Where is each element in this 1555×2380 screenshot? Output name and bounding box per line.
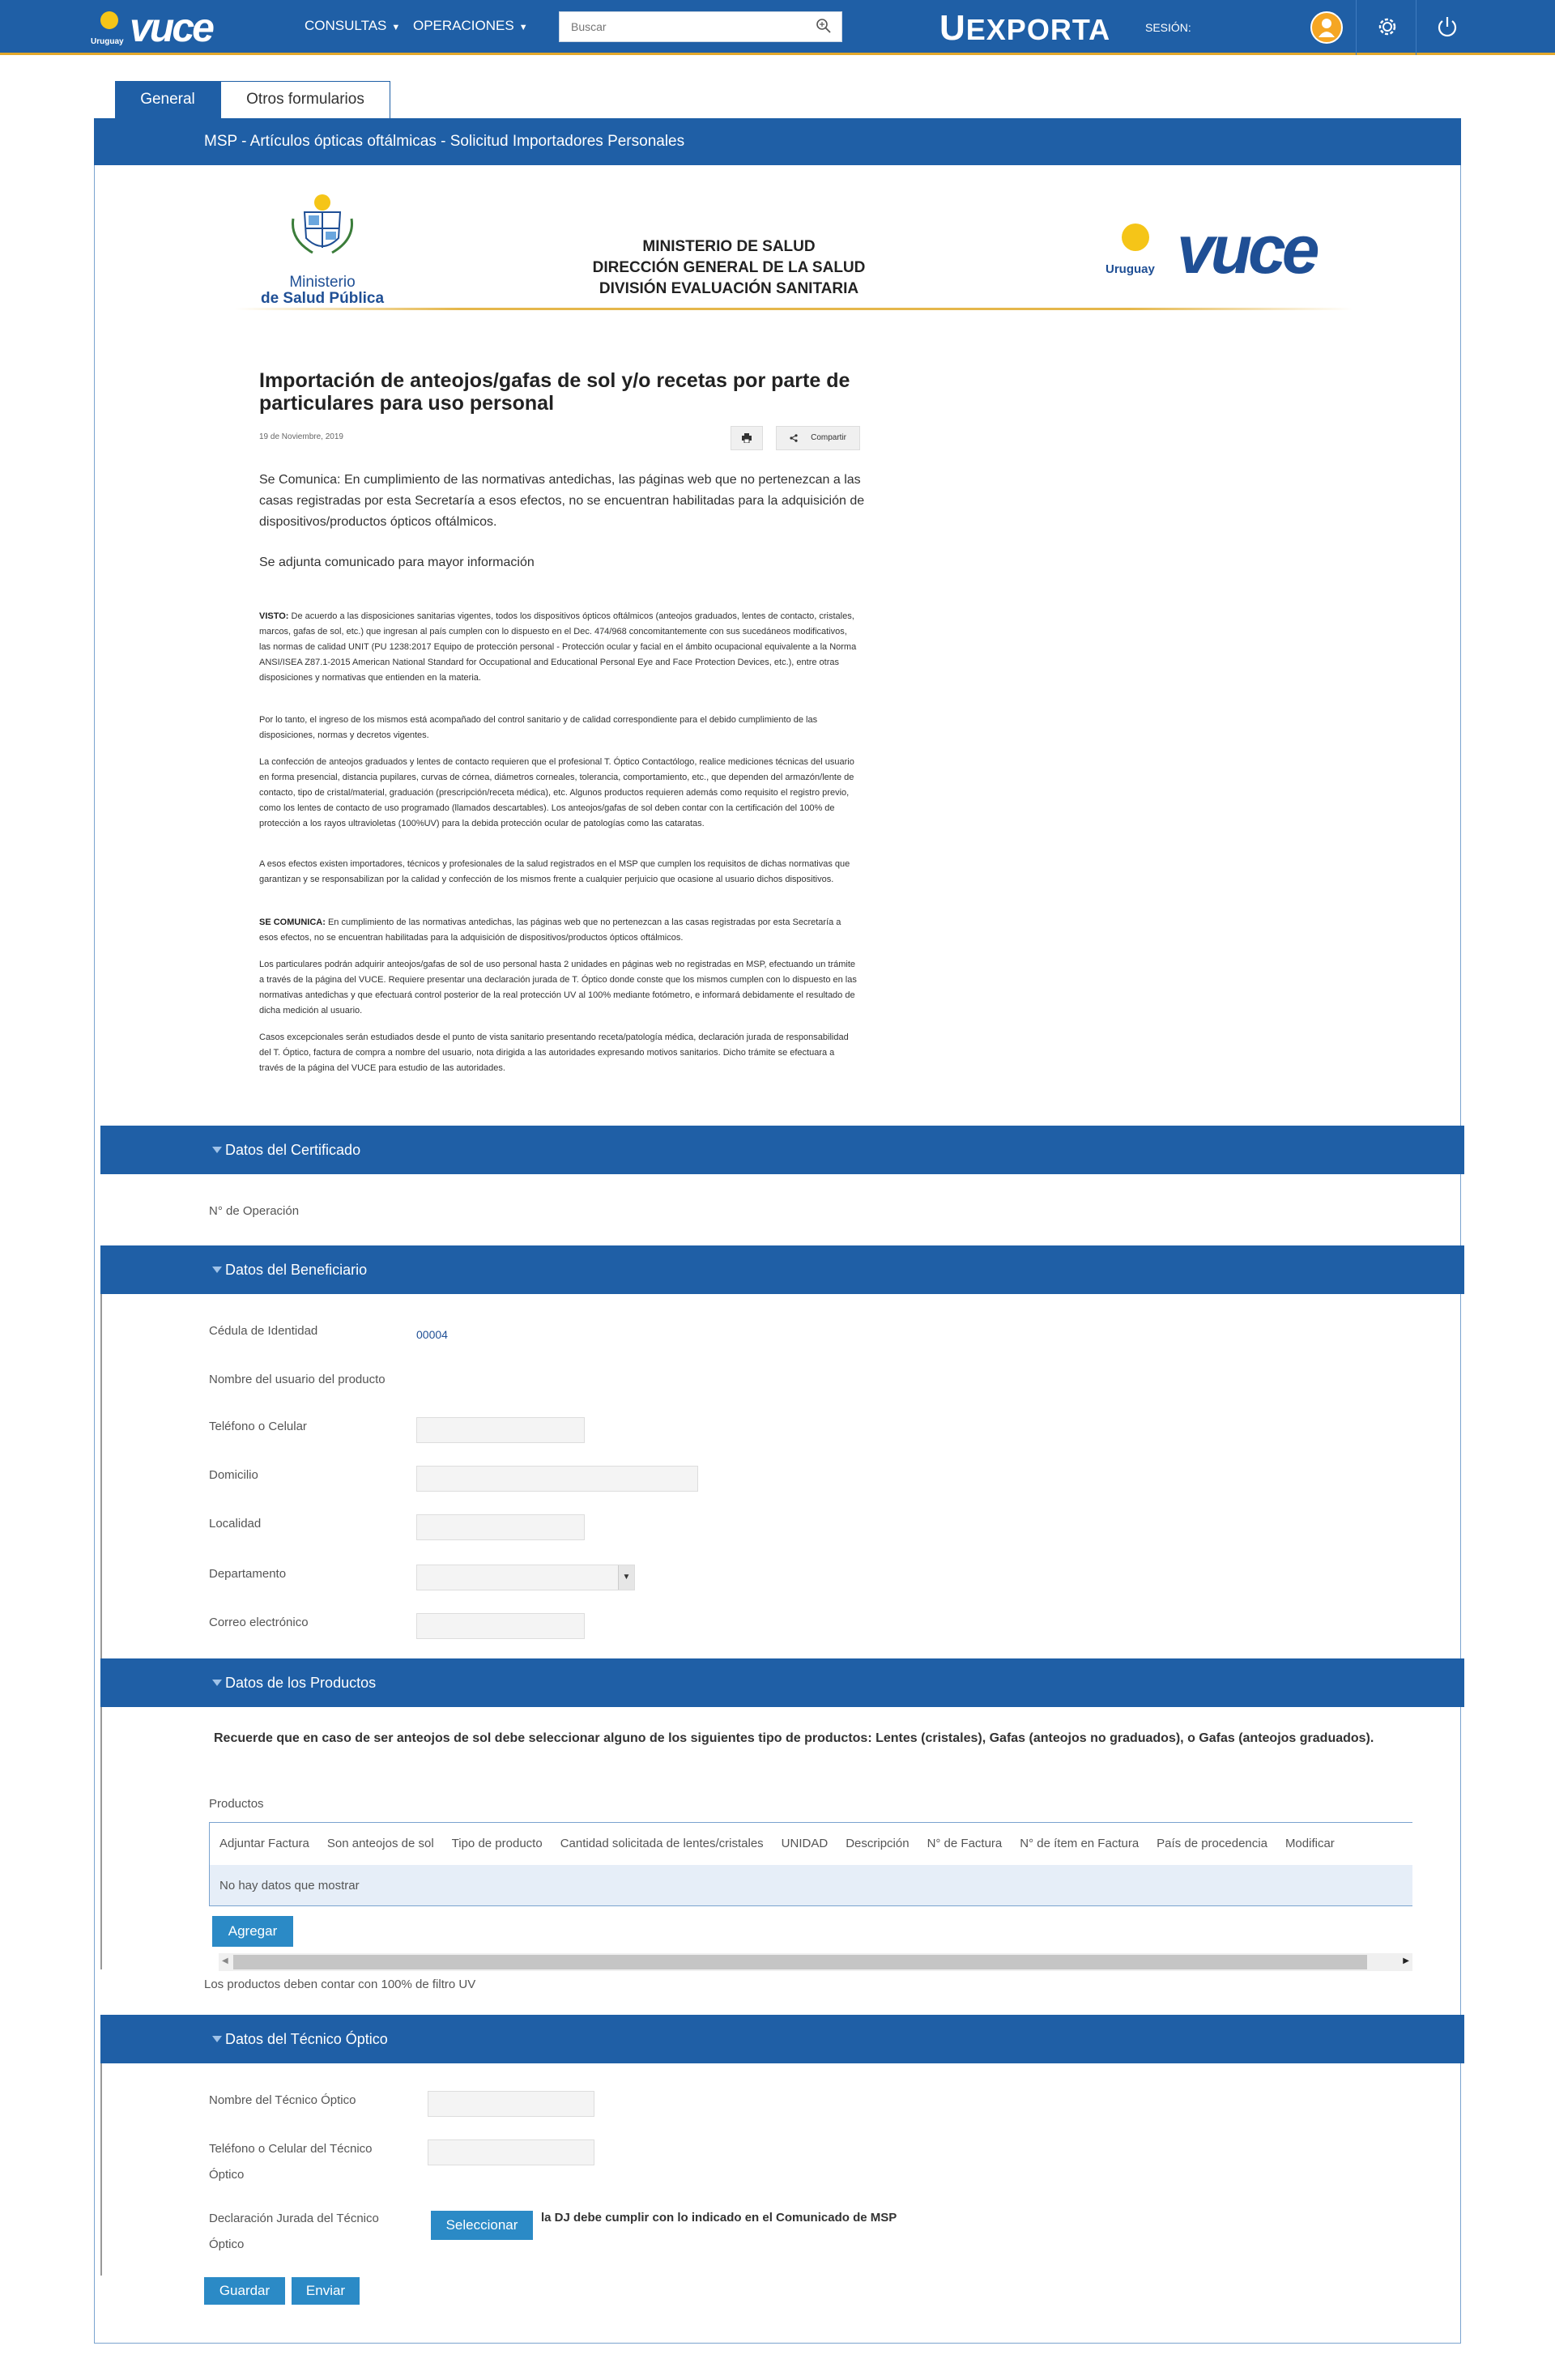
column-header[interactable]: N° de ítem en Factura xyxy=(1020,1837,1140,1850)
frame-left-edge xyxy=(100,1294,102,1662)
label-correo: Correo electrónico xyxy=(209,1616,309,1629)
divider xyxy=(1416,0,1417,55)
sun-icon xyxy=(100,11,118,29)
section-title: Datos del Certificado xyxy=(225,1142,361,1158)
menu-consultas[interactable] xyxy=(305,18,400,34)
share-label: Compartir xyxy=(811,433,846,442)
column-header[interactable]: País de procedencia xyxy=(1157,1837,1267,1850)
paragraph-6: Los particulares podrán adquirir anteojos/gafas de sol de uso personal hasta 2 unidades en páginas web no registradas en MSP, efectuando un trámite a través de la página del VUCE. Requiere presentar una declaración jurada de T. Óptico donde conste que los mismos cumplen con lo dispuesto en las normativas antedichas y que efectuará control posterior de la real protección UV al 100% mediante fotómetro, e informará debidamente el resultado de dicha medición al usuario. xyxy=(259,960,857,1015)
section-title: Datos del Técnico Óptico xyxy=(225,2031,388,2047)
visto-label: VISTO: xyxy=(259,611,289,621)
se-comunica-paragraph xyxy=(259,915,858,946)
chevron-down-icon[interactable]: ▼ xyxy=(618,1565,634,1590)
telefono-tecnico-input[interactable] xyxy=(428,2139,594,2165)
label-telefono: Teléfono o Celular xyxy=(209,1420,307,1433)
label-telefono-tecnico xyxy=(209,2136,373,2188)
collapse-triangle-icon xyxy=(212,1267,222,1273)
ministry-name-line1: Ministerio xyxy=(289,274,356,291)
productos-table xyxy=(209,1822,1412,1906)
session-label: SESIÓN: xyxy=(1145,21,1191,34)
table-empty-row: No hay datos que mostrar xyxy=(210,1865,1412,1906)
frame-left-edge xyxy=(100,1707,102,1969)
attached-note: Se adjunta comunicado para mayor información xyxy=(259,556,535,569)
table-header-row xyxy=(210,1823,1343,1865)
msp-logo xyxy=(258,186,387,308)
cedula-value: 00004 xyxy=(416,1328,448,1341)
column-header[interactable]: Descripción xyxy=(846,1837,910,1850)
seleccionar-dj-button[interactable]: Seleccionar xyxy=(431,2211,533,2240)
print-button[interactable] xyxy=(731,426,763,450)
heading-line1: MINISTERIO DE SALUD xyxy=(642,238,816,255)
label-nombre-tecnico: Nombre del Técnico Óptico xyxy=(209,2093,356,2107)
uexporta-word: EXPORTA xyxy=(965,13,1111,46)
search-input[interactable] xyxy=(560,12,803,41)
section-title: Datos del Beneficiario xyxy=(225,1262,368,1278)
coat-of-arms-icon xyxy=(288,191,356,258)
user-avatar[interactable] xyxy=(1310,11,1343,44)
visto-text: De acuerdo a las disposiciones sanitarias vigentes, todos los dispositivos ópticos oftálmicos (anteojos graduados, lentes de contacto, cristales, marcos, gafas de sol, etc.) que ingresan al país cumplen con lo dispuesto en el Dec. 474/968 concomitantemente con sus sucedáneos modificativos, las normas de calidad UNIT (PU 1238:2017 Equipo de protección personal - Protección ocular y facial en el ámbito ocupacional equivalente a la Norma ANSI/ISEA Z87.1-2015 American National Standard for Occupational and Educational Personal Eye and Face Protection Devices, etc.), entre otras disposiciones y normativas que entienden en la materia. xyxy=(259,611,857,683)
menu-operaciones[interactable] xyxy=(413,18,528,34)
document-heading xyxy=(559,236,899,300)
se-comunica-label: SE COMUNICA: xyxy=(259,918,326,927)
ministry-name-line2: de Salud Pública xyxy=(260,290,385,307)
label-line: Declaración Jurada del Técnico xyxy=(209,2212,379,2225)
nombre-tecnico-input[interactable] xyxy=(428,2091,594,2117)
dj-requirement-note: la DJ debe cumplir con lo indicado en el Comunicado de MSP xyxy=(541,2211,897,2225)
label-domicilio: Domicilio xyxy=(209,1468,258,1482)
search-icon[interactable] xyxy=(816,18,832,34)
column-header[interactable]: N° de Factura xyxy=(927,1837,1003,1850)
label-line: Óptico xyxy=(209,2237,245,2251)
telefono-input[interactable] xyxy=(416,1417,585,1443)
form-title-strip: MSP - Artículos ópticas oftálmicas - Solicitud Importadores Personales xyxy=(94,118,1461,165)
label-departamento: Departamento xyxy=(209,1567,287,1581)
label-line: Teléfono o Celular del Técnico xyxy=(209,2142,373,2156)
label-localidad: Localidad xyxy=(209,1517,262,1531)
document-header xyxy=(211,186,1353,308)
label-line: Óptico xyxy=(209,2168,245,2182)
vuce-wordmark: vuce xyxy=(1177,211,1316,287)
label-nombre-usuario: Nombre del usuario del producto xyxy=(209,1373,386,1386)
settings-gear-icon[interactable] xyxy=(1374,13,1401,40)
column-header[interactable]: Son anteojos de sol xyxy=(326,1837,434,1850)
section-header-tecnico[interactable] xyxy=(100,2015,1464,2063)
article-title: Importación de anteojos/gafas de sol y/o recetas por parte de particulares para uso personal xyxy=(259,369,850,415)
departamento-select[interactable] xyxy=(416,1565,635,1590)
logo-wordmark: vuce xyxy=(130,5,212,50)
collapse-triangle-icon xyxy=(212,1680,222,1686)
heading-line3: DIVISIÓN EVALUACIÓN SANITARIA xyxy=(599,280,859,297)
correo-input[interactable] xyxy=(416,1613,585,1639)
scroll-left-icon[interactable]: ◀ xyxy=(222,1956,228,1965)
power-logout-icon[interactable] xyxy=(1434,13,1461,40)
guardar-button[interactable]: Guardar xyxy=(204,2277,285,2305)
uexporta-u: U xyxy=(939,8,966,48)
label-operacion: N° de Operación xyxy=(209,1204,300,1218)
paragraph-7: Casos excepcionales serán estudiados desde el punto de vista sanitario presentando receta/patología médica, declaración jurada de responsabilidad del T. Óptico, factura de compra a nombre del usuario, nota dirigida a las autoridades expresando motivos sanitarios. Dicho trámite se efectuara a través de la página del VUCE para estudio de las autoridades. xyxy=(259,1032,849,1073)
document-gold-rule xyxy=(235,308,1353,310)
column-header[interactable]: Tipo de producto xyxy=(451,1837,543,1850)
column-header[interactable]: UNIDAD xyxy=(781,1837,829,1850)
form-frame xyxy=(94,118,1461,2344)
scrollbar-thumb[interactable] xyxy=(233,1955,1367,1969)
chevron-down-icon: ▼ xyxy=(518,23,528,32)
agregar-producto-button[interactable]: Agregar xyxy=(212,1916,293,1947)
section-header-beneficiario[interactable] xyxy=(100,1245,1464,1294)
scroll-right-icon[interactable]: ▶ xyxy=(1403,1956,1409,1965)
share-icon xyxy=(790,434,798,442)
tab-general[interactable]: General xyxy=(115,81,220,118)
paragraph-3: La confección de anteojos graduados y lentes de contacto requieren que el profesional T. Óptico Contactólogo, realice mediciones técnicas del usuario en forma presencial, distancia pupilares, curvas de córnea, diámetros corneales, tolerancia, comportamiento, etc., que dependen del armazón/lente de contacto, tipo de cristal/material, graduación (prescripción/receta médica), etc. Algunos productos requieren además como requisito el registro previo, como los lentes de contacto de uso programado (llamados descartables). Los anteojos/gafas de sol deben contar con la certificación del 100% de protección a los rayos ultravioletas (100%UV) para la debida protección ocular de patologías como las cataratas. xyxy=(259,757,854,828)
label-cedula: Cédula de Identidad xyxy=(209,1324,318,1338)
menu-consultas-label: CONSULTAS xyxy=(305,18,387,33)
table-horizontal-scrollbar[interactable] xyxy=(219,1953,1412,1971)
enviar-button[interactable]: Enviar xyxy=(292,2277,360,2305)
section-title: Datos de los Productos xyxy=(225,1675,377,1691)
vuce-region-label: Uruguay xyxy=(1106,262,1155,276)
tab-otros-formularios[interactable]: Otros formularios xyxy=(220,81,390,118)
user-icon xyxy=(1319,18,1335,37)
divider xyxy=(1356,0,1357,55)
collapse-triangle-icon xyxy=(212,1147,222,1153)
paragraph-2: Por lo tanto, el ingreso de los mismos está acompañado del control sanitario y de calidad correspondiente para el debido cumplimiento de las disposiciones, normas y decretos vigentes. xyxy=(259,715,818,740)
printer-icon xyxy=(742,433,752,443)
menu-operaciones-label: OPERACIONES xyxy=(413,18,514,33)
frame-left-edge xyxy=(100,2063,102,2276)
chevron-down-icon: ▼ xyxy=(391,23,401,32)
visto-paragraph xyxy=(259,609,858,686)
column-header[interactable]: Cantidad solicitada de lentes/cristales xyxy=(560,1837,764,1850)
section-header-certificado[interactable] xyxy=(100,1126,1464,1174)
domicilio-input[interactable] xyxy=(416,1466,698,1492)
search-box xyxy=(559,11,842,42)
uv-filter-note: Los productos deben contar con 100% de filtro UV xyxy=(204,1978,476,1991)
share-button[interactable] xyxy=(776,426,860,450)
column-header[interactable]: Adjuntar Factura xyxy=(219,1837,309,1850)
paragraph-4: A esos efectos existen importadores, técnicos y profesionales de la salud registrados en el MSP que cumplen los requisitos de dichas normativas que garantizan y se responsabilizan por la calidad y confección de los mismos frente a cualquier perjuicio que ocasione al usuario dichos dispositivos. xyxy=(259,859,850,884)
label-dj-tecnico xyxy=(209,2206,379,2258)
top-navigation-bar xyxy=(0,0,1555,55)
column-header[interactable]: Modificar xyxy=(1284,1837,1335,1850)
se-comunica-text: En cumplimiento de las normativas antedichas, las páginas web que no pertenezcan a las casas registradas por esta Secretaría a esos efectos, no se encuentran habilitadas para la adquisición de dispositivos/productos ópticos oftálmicos. xyxy=(259,918,841,943)
intro-paragraph: Se Comunica: En cumplimiento de las normativas antedichas, las páginas web que no pertenezcan a las casas registradas por esta Secretaría a esos efectos, no se encuentran habilitadas para la adquisición de dispositivos/productos ópticos oftálmicos. xyxy=(259,473,865,529)
collapse-triangle-icon xyxy=(212,2036,222,2042)
section-header-productos[interactable] xyxy=(100,1658,1464,1707)
sun-icon xyxy=(1122,224,1149,251)
localidad-input[interactable] xyxy=(416,1514,585,1540)
uexporta-logo[interactable] xyxy=(939,8,1110,49)
sunglasses-notice: Recuerde que en caso de ser anteojos de sol debe seleccionar alguno de los siguientes tipo de productos: Lentes (cristales), Gafas (anteojos no graduados), o Gafas (anteojos graduados). xyxy=(214,1731,1374,1745)
article-date: 19 de Noviembre, 2019 xyxy=(259,432,343,441)
heading-line2: DIRECCIÓN GENERAL DE LA SALUD xyxy=(592,259,866,276)
vuce-document-logo xyxy=(1106,211,1365,287)
label-productos: Productos xyxy=(209,1797,264,1811)
logo-region-label: Uruguay xyxy=(91,37,124,46)
